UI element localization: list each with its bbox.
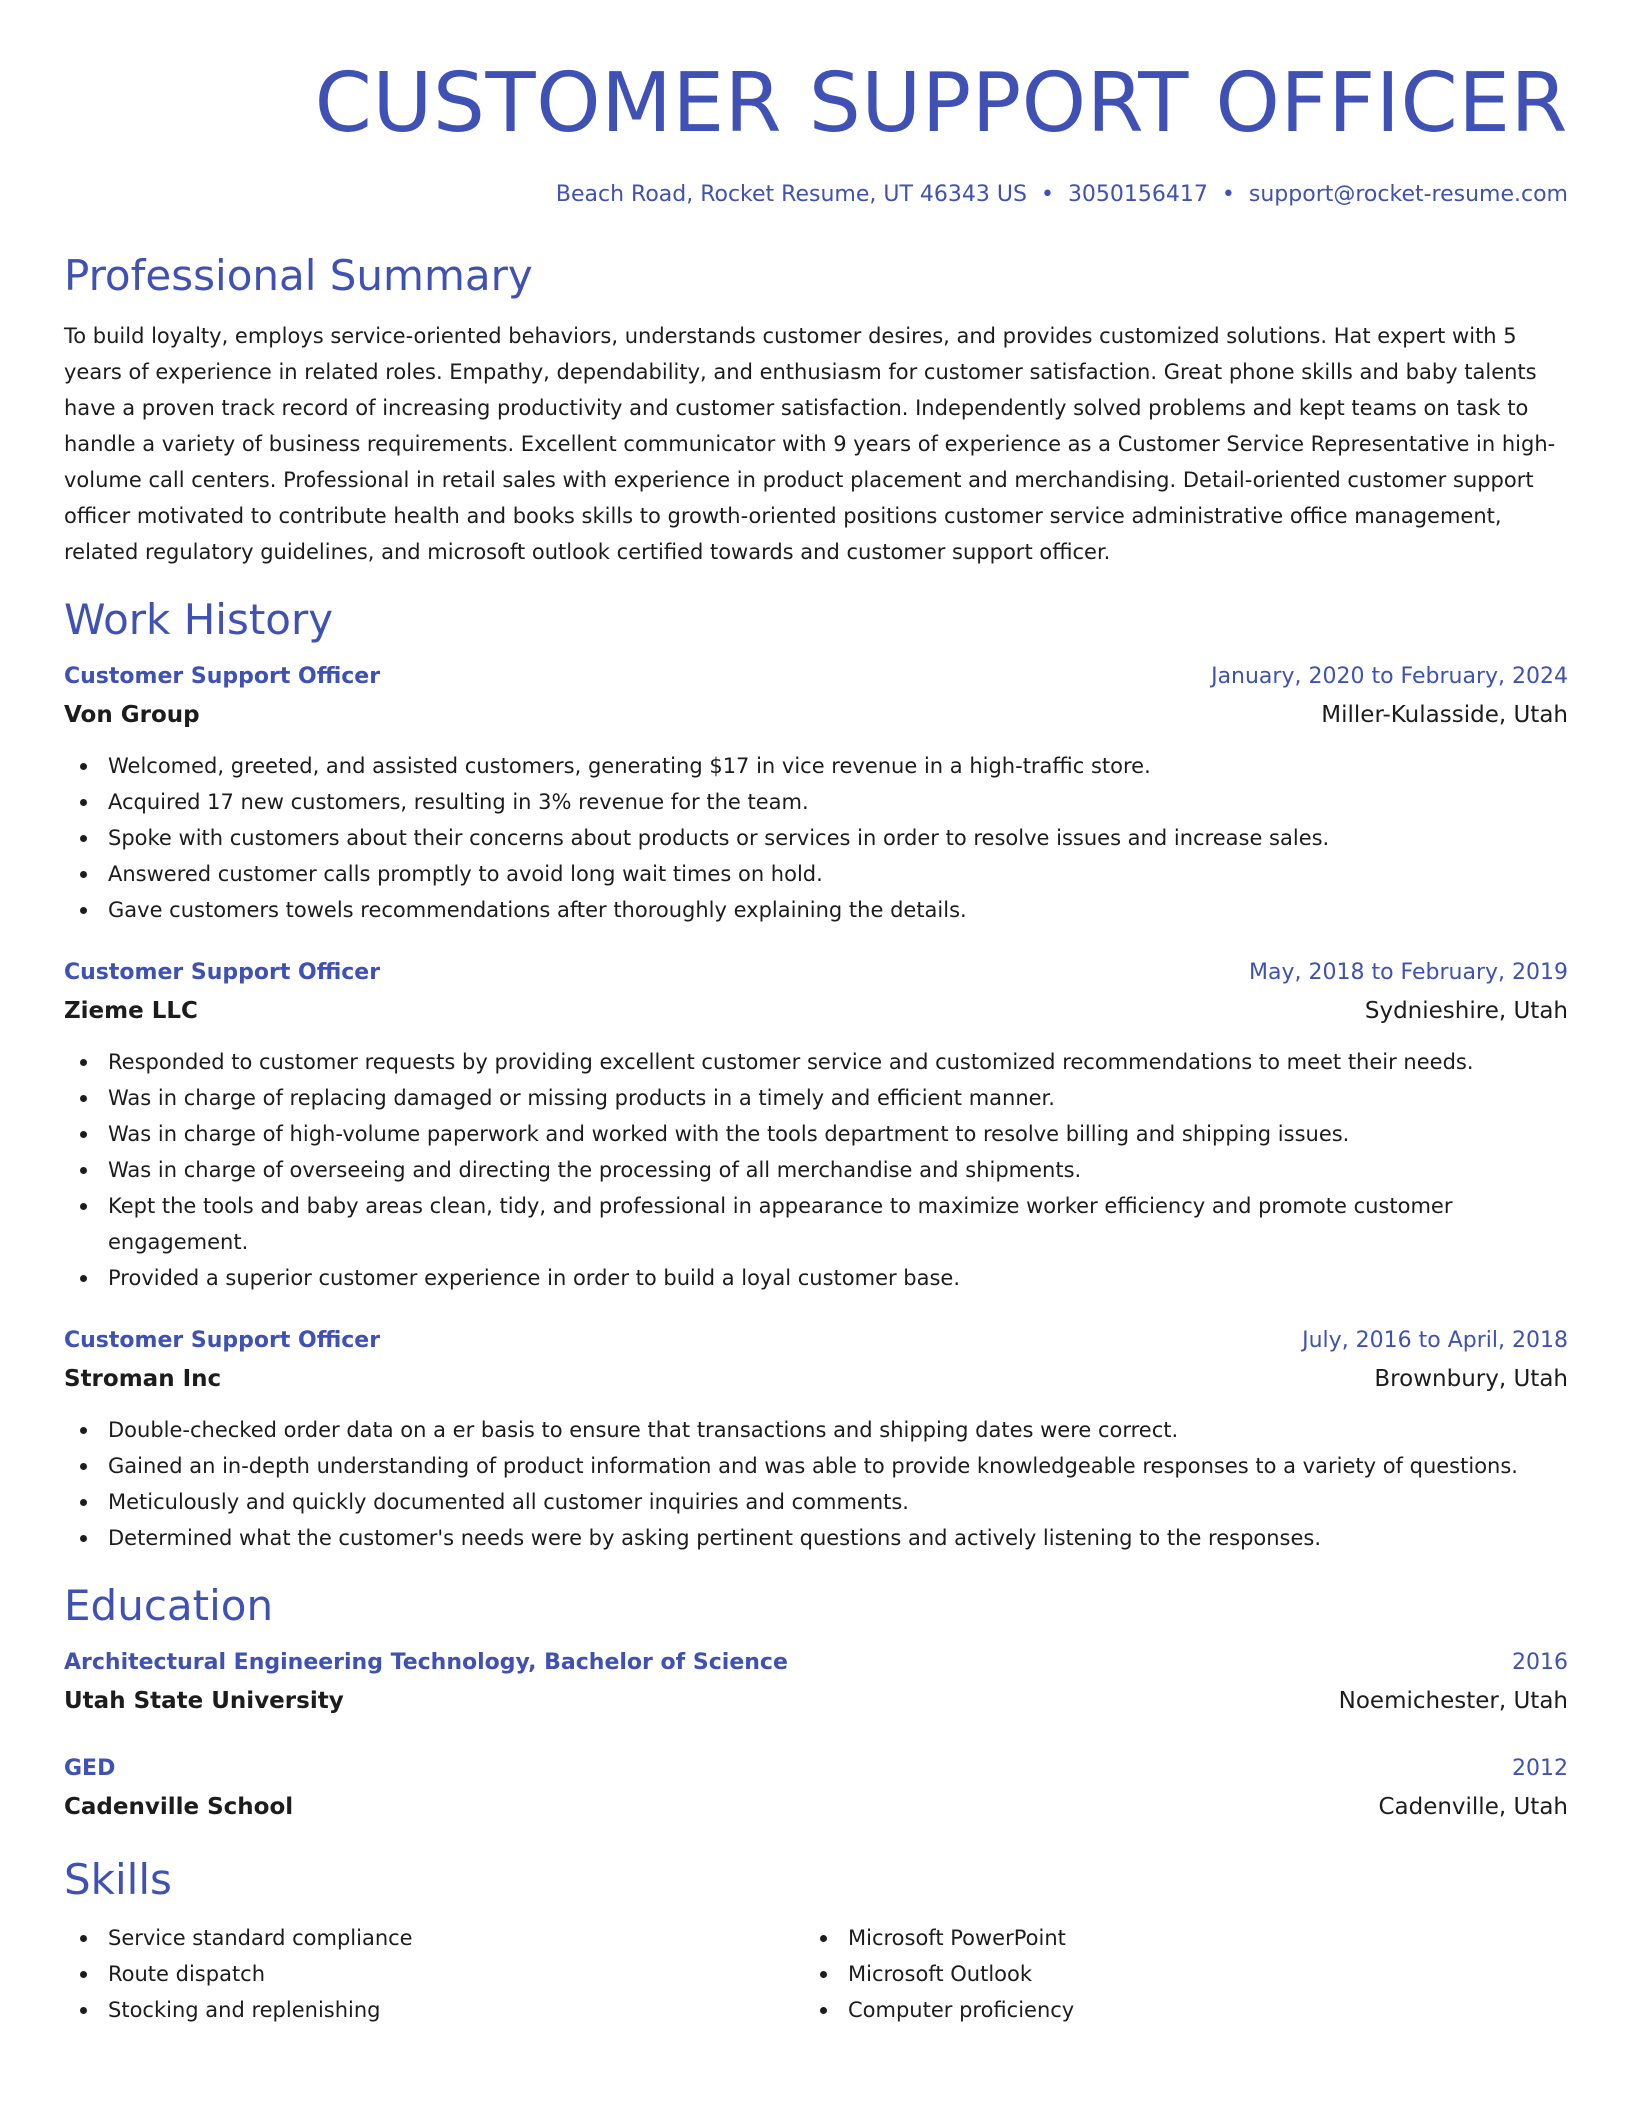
list-item: Was in charge of replacing damaged or missing products in a timely and efficient manner. (64, 1080, 1568, 1116)
job-location: Brownbury, Utah (1374, 1366, 1568, 1392)
contact-separator: • (1221, 182, 1235, 207)
job-location: Sydnieshire, Utah (1364, 998, 1568, 1024)
job-location: Miller-Kulasside, Utah (1321, 702, 1568, 728)
job-company: Von Group (64, 702, 200, 728)
job-role: Customer Support Officer (64, 1328, 381, 1353)
education-entry (64, 1644, 1568, 1720)
list-item: Determined what the customer's needs were by asking pertinent questions and actively listening to the responses. (64, 1520, 1568, 1556)
skill-item: Microsoft Outlook (804, 1956, 1544, 1992)
work-history-heading: Work History (64, 595, 334, 644)
skills-heading: Skills (64, 1855, 172, 1904)
job-dates: July, 2016 to April, 2018 (1302, 1328, 1568, 1353)
contact-phone: 3050156417 (1067, 182, 1208, 207)
job-role: Customer Support Officer (64, 960, 381, 985)
job-bullets (64, 1412, 1568, 1556)
skills-column-left (64, 1920, 804, 2028)
list-item: Gave customers towels recommendations after thoroughly explaining the details. (64, 892, 1568, 928)
job-dates: May, 2018 to February, 2019 (1249, 960, 1568, 985)
list-item: Kept the tools and baby areas clean, tidy, and professional in appearance to maximize worker efficiency and promote customer engagement. (64, 1188, 1568, 1260)
job-entry (64, 954, 1568, 1296)
education-location: Cadenville, Utah (1378, 1794, 1568, 1820)
education-year: 2012 (1512, 1756, 1568, 1781)
education-entry (64, 1750, 1568, 1826)
summary-text: To build loyalty, employs service-oriented behaviors, understands customer desires, and provides customized solutions. Hat expert with 5 years of experience in related roles. Empathy, dependability, and enthusiasm for customer satisfaction. Great phone skills and baby talents have a proven track record of increasing productivity and customer satisfaction. Independently solved problems and kept teams on task to handle a variety of business requirements. Excellent communicator with 9 years of experience as a Customer Service Representative in high-volume call centers. Professional in retail sales with experience in product placement and merchandising. Detail-oriented customer support officer motivated to contribute health and books skills to growth-oriented positions customer service administrative office management, related regulatory guidelines, and microsoft outlook certified towards and customer support officer. (64, 324, 1556, 564)
list-item: Gained an in-depth understanding of product information and was able to provide knowledgeable responses to a variety of questions. (64, 1448, 1568, 1484)
contact-email: support@rocket-resume.com (1248, 182, 1568, 207)
list-item: Meticulously and quickly documented all customer inquiries and comments. (64, 1484, 1568, 1520)
resume-page (64, 0, 1568, 2028)
education-school: Cadenville School (64, 1794, 294, 1820)
job-entry (64, 1322, 1568, 1556)
job-entry (64, 658, 1568, 928)
skills-list (64, 1920, 804, 2028)
education-degree: Architectural Engineering Technology, Bachelor of Science (64, 1650, 788, 1675)
list-item: Was in charge of high-volume paperwork and worked with the tools department to resolve billing and shipping issues. (64, 1116, 1568, 1152)
list-item: Responded to customer requests by providing excellent customer service and customized recommendations to meet their needs. (64, 1044, 1568, 1080)
job-company: Zieme LLC (64, 998, 198, 1024)
summary-heading: Professional Summary (64, 251, 533, 300)
contact-address: Beach Road, Rocket Resume, UT 46343 US (555, 182, 1027, 207)
job-bullets (64, 1044, 1568, 1296)
contact-line (64, 180, 1568, 210)
resume-title: CUSTOMER SUPPORT OFFICER (314, 56, 1568, 151)
list-item: Acquired 17 new customers, resulting in 3% revenue for the team. (64, 784, 1568, 820)
skill-item: Route dispatch (64, 1956, 804, 1992)
skill-item: Service standard compliance (64, 1920, 804, 1956)
list-item: Was in charge of overseeing and directing the processing of all merchandise and shipments. (64, 1152, 1568, 1188)
skill-item: Stocking and replenishing (64, 1992, 804, 2028)
skill-item: Computer proficiency (804, 1992, 1544, 2028)
contact-separator: • (1040, 182, 1054, 207)
list-item: Welcomed, greeted, and assisted customers, generating $17 in vice revenue in a high-traffic store. (64, 748, 1568, 784)
education-school: Utah State University (64, 1688, 344, 1714)
skill-item: Microsoft PowerPoint (804, 1920, 1544, 1956)
skills-column-right (804, 1920, 1544, 2028)
education-heading: Education (64, 1581, 274, 1630)
list-item: Spoke with customers about their concerns about products or services in order to resolve issues and increase sales. (64, 820, 1568, 856)
skills-grid (64, 1920, 1568, 2028)
list-item: Double-checked order data on a er basis to ensure that transactions and shipping dates were correct. (64, 1412, 1568, 1448)
job-company: Stroman Inc (64, 1366, 222, 1392)
education-degree: GED (64, 1756, 116, 1781)
education-location: Noemichester, Utah (1338, 1688, 1568, 1714)
job-role: Customer Support Officer (64, 664, 381, 689)
list-item: Answered customer calls promptly to avoid long wait times on hold. (64, 856, 1568, 892)
skills-list (804, 1920, 1544, 2028)
job-dates: January, 2020 to February, 2024 (1211, 664, 1568, 689)
education-year: 2016 (1512, 1650, 1568, 1675)
list-item: Provided a superior customer experience in order to build a loyal customer base. (64, 1260, 1568, 1296)
job-bullets (64, 748, 1568, 928)
